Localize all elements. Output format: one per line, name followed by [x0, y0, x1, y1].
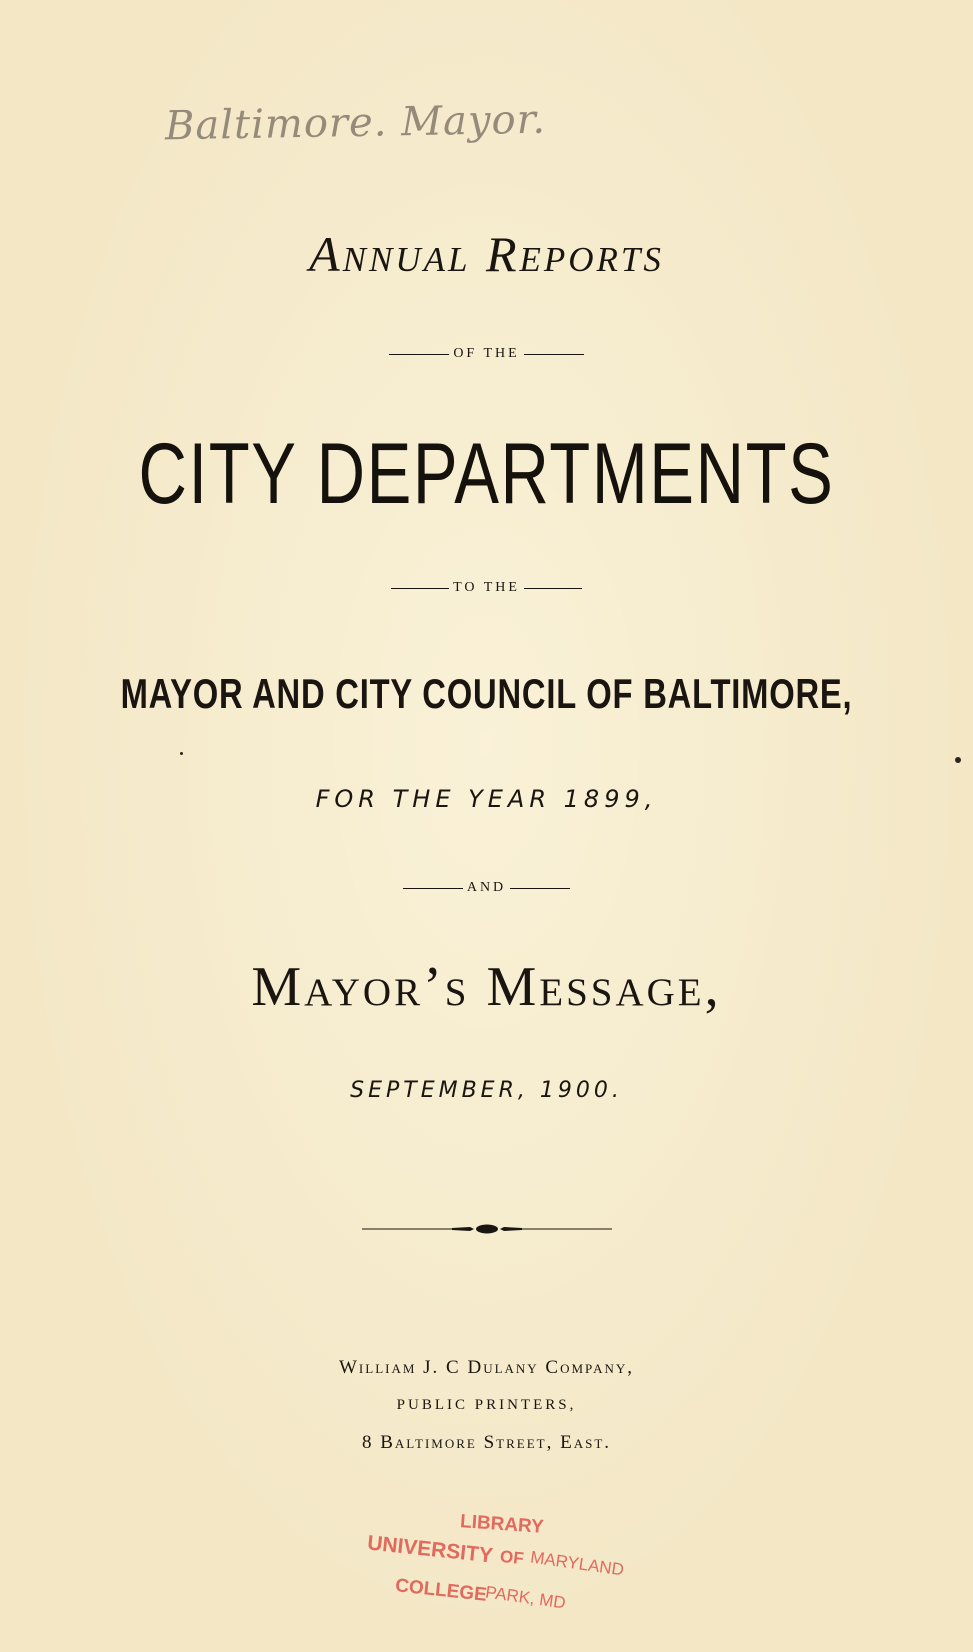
rule-right: [524, 588, 582, 589]
year-line: FOR THE YEAR 1899,: [315, 785, 658, 813]
stamp-college: COLLEGE: [394, 1575, 488, 1606]
stamp-library: LIBRARY: [459, 1511, 545, 1538]
date-line: SEPTEMBER, 1900.: [350, 1078, 623, 1103]
rule-right: [524, 354, 584, 355]
annual-reports-heading: Annual Reports: [309, 226, 664, 282]
library-stamp: [355, 1508, 635, 1628]
and-text: AND: [466, 880, 507, 895]
publisher-role: PUBLIC PRINTERS,: [396, 1397, 577, 1413]
publisher-address: 8 Baltimore Street, East.: [361, 1432, 612, 1453]
rule-left: [389, 354, 449, 355]
rule-right: [510, 888, 570, 889]
of-the-text: OF THE: [453, 346, 520, 361]
and-connector: [0, 880, 973, 896]
stamp-university: UNIVERSITY: [366, 1531, 494, 1568]
of-the-connector: [0, 346, 973, 362]
to-the-text: TO THE: [453, 580, 520, 595]
handwritten-annotation: Baltimore. Mayor.: [164, 96, 547, 150]
mayor-and-council-heading: MAYOR AND CITY COUNCIL OF BALTIMORE,: [120, 670, 853, 717]
paper-speck: [180, 752, 183, 755]
stamp-park: PARK, MD: [484, 1582, 567, 1613]
rule-left: [391, 588, 449, 589]
stamp-maryland: MARYLAND: [529, 1547, 626, 1580]
mayors-message-heading: Mayor’s Message,: [251, 956, 722, 1018]
ornament-divider: [0, 1222, 973, 1236]
to-the-connector: [0, 580, 973, 596]
ornament-divider-icon: [362, 1222, 612, 1236]
rule-left: [403, 888, 463, 889]
publisher-name: William J. C Dulany Company,: [338, 1357, 635, 1378]
paper-speck: [955, 757, 961, 763]
stamp-of: OF: [499, 1546, 525, 1569]
city-departments-heading: CITY DEPARTMENTS: [138, 426, 835, 522]
